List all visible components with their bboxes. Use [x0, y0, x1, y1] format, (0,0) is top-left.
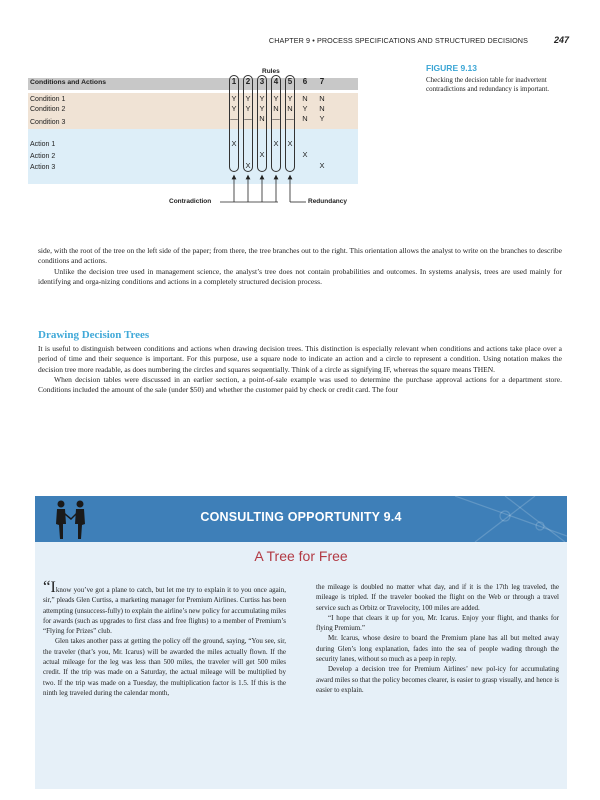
page-number: 247 — [553, 35, 569, 45]
condition-name: Condition 3 — [30, 119, 66, 126]
rule-number: 2 — [245, 77, 251, 86]
body-text-lower — [38, 344, 562, 395]
rule-number: 7 — [319, 77, 325, 86]
consulting-banner — [35, 496, 567, 542]
section-heading: Drawing Decision Trees — [38, 329, 150, 341]
action-name: Action 1 — [30, 141, 56, 148]
condition-cell: Y — [287, 94, 293, 103]
condition-cell: — — [286, 114, 294, 123]
paragraph: Glen takes another pass at getting the policy off the ground, saying, “You see, sir, the traveler (that’s you, Mr. Icarus) will be awarded the miles actually flown. If the actual mileage for the leg was less than 500 miles, the traveler will get 500 miles credit. If the trip was made on a Saturday, the actual mileage will be multiplied by two. If the trip was made on a Tuesday, the multiplication factor is 1.5. If this is the ninth leg traveled during the calendar month, — [43, 637, 286, 697]
paragraph: It is useful to distinguish between conditions and actions when drawing decision trees. This distinction is especially relevant when conditions and actions take place over a period of time and their sequence is important. For this purpose, use a square node to indicate an action and a circle to represent a condition. Using notation makes the decision tree more readable, as does numbering the circles and squares sequentially. Think of a circle as signifying IF, whereas the square means THEN. — [38, 344, 562, 374]
action-name: Action 2 — [30, 153, 56, 160]
contradiction-label: Contradiction — [169, 198, 212, 205]
condition-cell: Y — [245, 94, 251, 103]
condition-cell: Y — [259, 94, 265, 103]
paragraph: “I hope that clears it up for you, Mr. Icarus. Enjoy your flight, and thanks for flying Premium.” — [316, 613, 559, 633]
consulting-opportunity-box — [35, 496, 567, 789]
condition-name: Condition 2 — [30, 106, 66, 113]
condition-cell: N — [273, 104, 279, 113]
condition-cell: — — [244, 114, 252, 123]
consulting-left-column — [43, 577, 286, 698]
rule-number: 5 — [287, 77, 293, 86]
condition-cell: Y — [231, 94, 237, 103]
condition-cell: Y — [302, 104, 308, 113]
figure-caption: Checking the decision table for inadvertent contradictions and redundancy is important. — [426, 76, 550, 93]
paragraph: side, with the root of the tree on the left side of the paper; from there, the tree branches out to the right. This orientation allows the analyst to write on the branches to describe conditions and actions. — [38, 246, 562, 266]
action-cell: X — [231, 139, 237, 148]
decision-table-figure — [28, 64, 358, 211]
paragraph: Unlike the decision tree used in management science, the analyst’s tree does not contain probabilities and outcomes. In systems analysis, trees are used mainly for identifying and orga-nizing conditions and actions in a completely structured decision process. — [38, 266, 562, 286]
action-cell: X — [319, 161, 325, 170]
condition-cell: Y — [273, 94, 279, 103]
condition-cell: Y — [319, 114, 325, 123]
running-header — [0, 36, 600, 50]
condition-cell: N — [259, 114, 265, 123]
condition-cell: N — [302, 114, 308, 123]
chapter-title: CHAPTER 9 • PROCESS SPECIFICATIONS AND STRUCTURED DECISIONS — [268, 36, 528, 45]
action-cell: X — [259, 150, 265, 159]
redundancy-label: Redundancy — [308, 198, 348, 205]
consulting-title: CONSULTING OPPORTUNITY 9.4 — [200, 510, 402, 524]
body-text-upper — [38, 246, 562, 287]
condition-name: Condition 1 — [30, 96, 66, 103]
paragraph — [43, 577, 286, 636]
open-quote: “ — [43, 577, 51, 596]
paragraph: When decision tables were discussed in an earlier section, a point-of-sale example was used to determine the purchase approval actions for a department store. Conditions included the amount of the sale (under $50) and whether the customer paid by check or credit card. The four — [38, 374, 562, 395]
drop-cap: I — [50, 579, 56, 596]
consulting-subtitle: A Tree for Free — [254, 548, 348, 564]
paragraph-text: know you’ve got a plane to catch, but let me try to explain it to you once again, sir,” pleads Glen Curtiss, a marketing manager for Premium Airlines. Curtiss has been attempting (unsuccess-fully) to explain the airline’s new policy for accumulating miles for awards (such as upgrades to first class and free flights) to a member of Premium’s “Flying for Prizes” club. — [43, 586, 286, 636]
condition-cell: — — [230, 114, 238, 123]
consulting-right-column — [316, 582, 559, 695]
rule-number: 6 — [302, 77, 308, 86]
condition-cell: — — [272, 114, 280, 123]
paragraph: Develop a decision tree for Premium Airlines’ new pol-icy for accumulating award miles so that the policy becomes clearer, is easier to grasp visually, and hence is easier to explain. — [316, 665, 559, 694]
contradiction-redundancy-arrows — [28, 64, 358, 211]
action-cell: X — [302, 150, 308, 159]
condition-cell: N — [302, 94, 308, 103]
action-name: Action 3 — [30, 164, 56, 171]
condition-cell: Y — [245, 104, 251, 113]
action-cell: X — [273, 139, 279, 148]
paragraph: the mileage is doubled no matter what day, and if it is the 17th leg traveled, the mileage is tripled. If the traveler booked the flight on the Web or through a travel service such as Orbitz or Travelocity, 100 miles are added. — [316, 583, 559, 612]
action-cell: X — [245, 161, 251, 170]
figure-title: FIGURE 9.13 — [426, 63, 478, 73]
rule-number: 3 — [259, 77, 265, 86]
action-cell: X — [287, 139, 293, 148]
rule-number: 4 — [273, 77, 279, 86]
condition-cell: N — [287, 104, 293, 113]
condition-cell: Y — [231, 104, 237, 113]
conditions-actions-label: Conditions and Actions — [30, 79, 107, 86]
rules-label: Rules — [262, 68, 280, 75]
condition-cell: Y — [259, 104, 265, 113]
condition-cell: N — [319, 94, 325, 103]
rule-number: 1 — [231, 77, 237, 86]
condition-cell: N — [319, 104, 325, 113]
paragraph: Mr. Icarus, whose desire to board the Premium plane has all but melted away during Glen’s long explanation, fades into the sea of people wading through the security lanes, without so much as a peep in reply. — [316, 634, 559, 664]
